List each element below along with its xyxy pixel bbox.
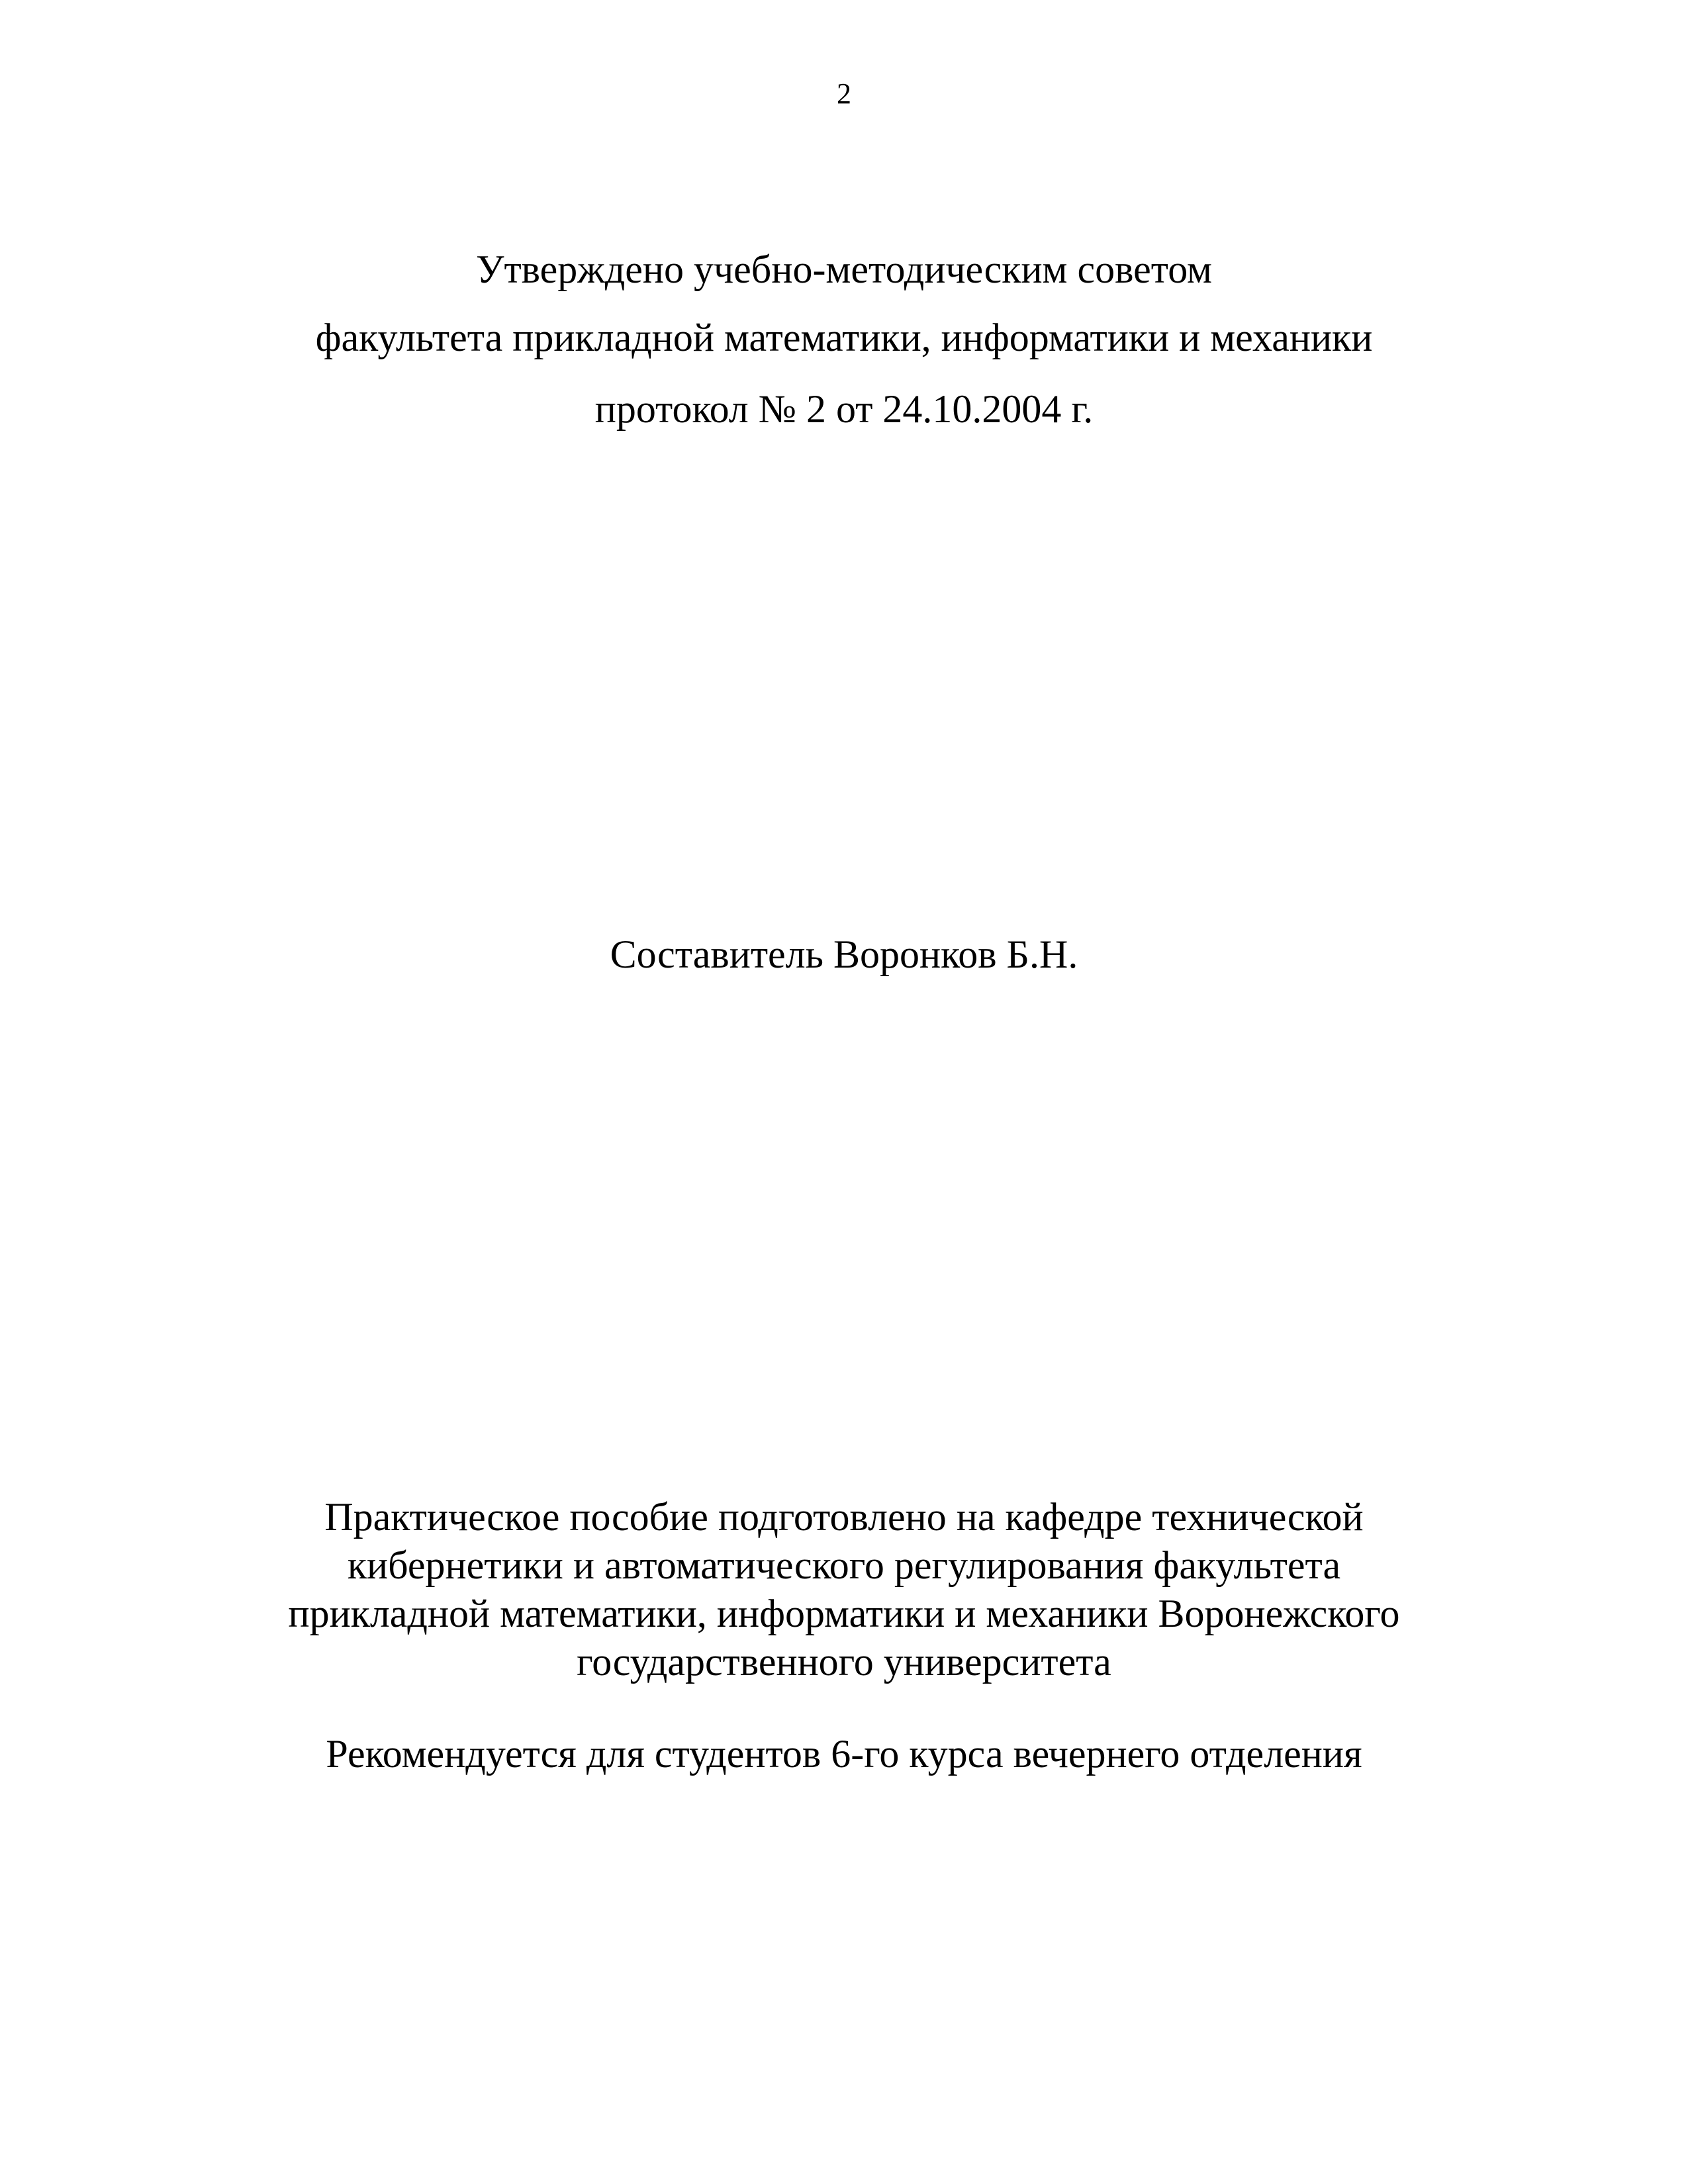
approval-line: Утверждено учебно-методическим советом [475,248,1213,291]
prepared-line: прикладной математики, информатики и механики Воронежского [288,1592,1400,1635]
page-number: 2 [837,77,851,110]
prepared-line: кибернетики и автоматического регулирования факультета [347,1543,1341,1587]
recommendation-note: Рекомендуется для студентов 6-го курса вечернего отделения [326,1732,1362,1776]
prepared-line: Практическое пособие подготовлено на кафедре технической [324,1495,1364,1539]
compiler-credit: Составитель Воронков Б.Н. [610,933,1078,976]
approval-line: факультета прикладной математики, информатики и механики [315,316,1373,359]
prepared-line: государственного университета [577,1640,1111,1684]
approval-protocol-line: протокол № 2 от 24.10.2004 г. [594,387,1094,431]
